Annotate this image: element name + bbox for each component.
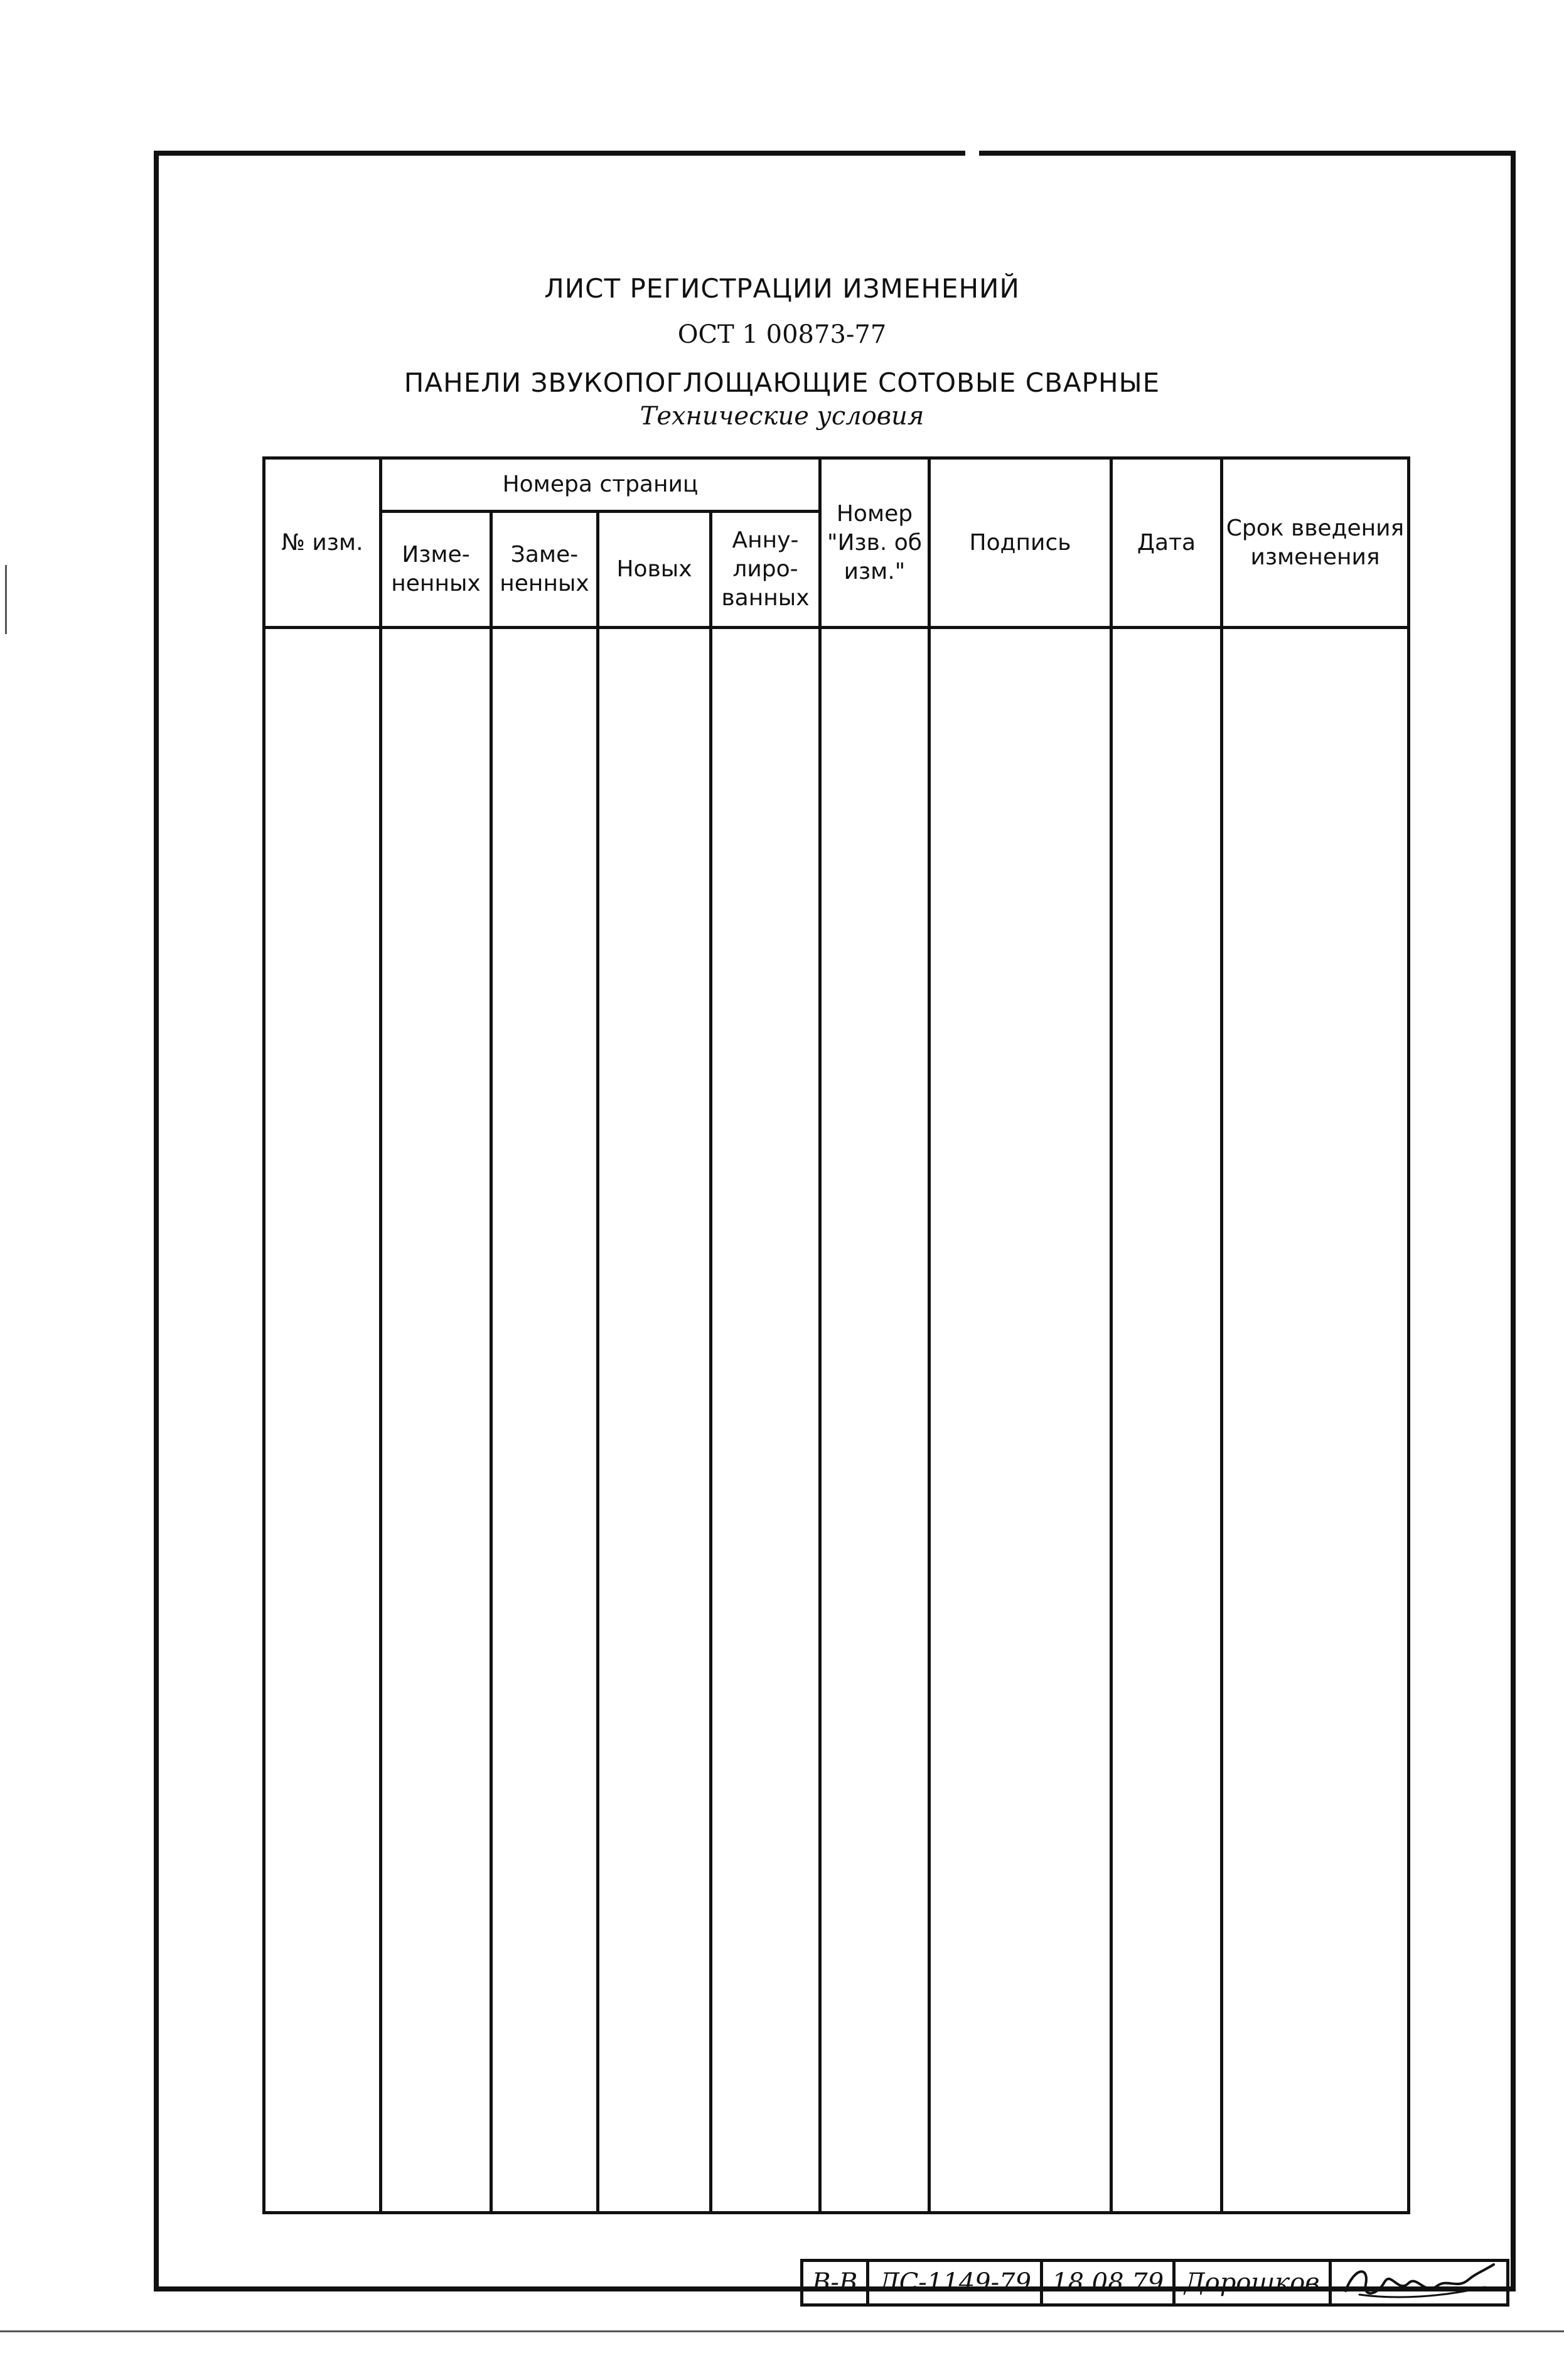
table-cell: [381, 628, 491, 2213]
stamp-name: Дорошков: [1176, 2262, 1331, 2303]
table-row: [264, 628, 1409, 2213]
table-cell: [929, 628, 1111, 2213]
stamp-document: ЛС-1149-79: [869, 2262, 1043, 2303]
header-annulled-pages: Анну- лиро- ванных: [711, 512, 820, 628]
standard-number: ОСТ 1 00873-77: [677, 320, 887, 349]
header-changed-pages: Изме- ненных: [381, 512, 491, 628]
registration-stamp: [800, 2259, 1509, 2307]
handwritten-signature: [1332, 2262, 1506, 2303]
scan-bottom-rule: [0, 2330, 1564, 2332]
table-cell: [820, 628, 929, 2213]
document-subtitle: Технические условия: [640, 402, 924, 431]
header-effective-term: Срок введения изменения: [1222, 458, 1409, 628]
table-cell: [1111, 628, 1222, 2213]
scan-edge-mark: [5, 565, 7, 634]
header-change-number: № изм.: [264, 458, 381, 628]
header-signature: Подпись: [929, 458, 1111, 628]
header-replaced-pages: Заме- ненных: [491, 512, 598, 628]
table-cell: [491, 628, 598, 2213]
table-cell: [598, 628, 711, 2213]
header-notice-number: Номер "Изв. об изм.": [820, 458, 929, 628]
product-name: ПАНЕЛИ ЗВУКОПОГЛОЩАЮЩИЕ СОТОВЫЕ СВАРНЫЕ: [404, 367, 1160, 398]
table-cell: [1222, 628, 1409, 2213]
table-cell: [264, 628, 381, 2213]
frame-scan-gap: [965, 148, 979, 158]
header-date: Дата: [1111, 458, 1222, 628]
document-title: ЛИСТ РЕГИСТРАЦИИ ИЗМЕНЕНИЙ: [544, 273, 1020, 304]
stamp-date: 18.08.79: [1043, 2262, 1176, 2303]
table-cell: [711, 628, 820, 2213]
signature-scribble-icon: [1341, 2262, 1497, 2303]
header-new-pages: Новых: [598, 512, 711, 628]
change-register-table: [262, 456, 1410, 2214]
stamp-code: В-В: [803, 2262, 869, 2303]
header-page-numbers: Номера страниц: [381, 458, 820, 512]
